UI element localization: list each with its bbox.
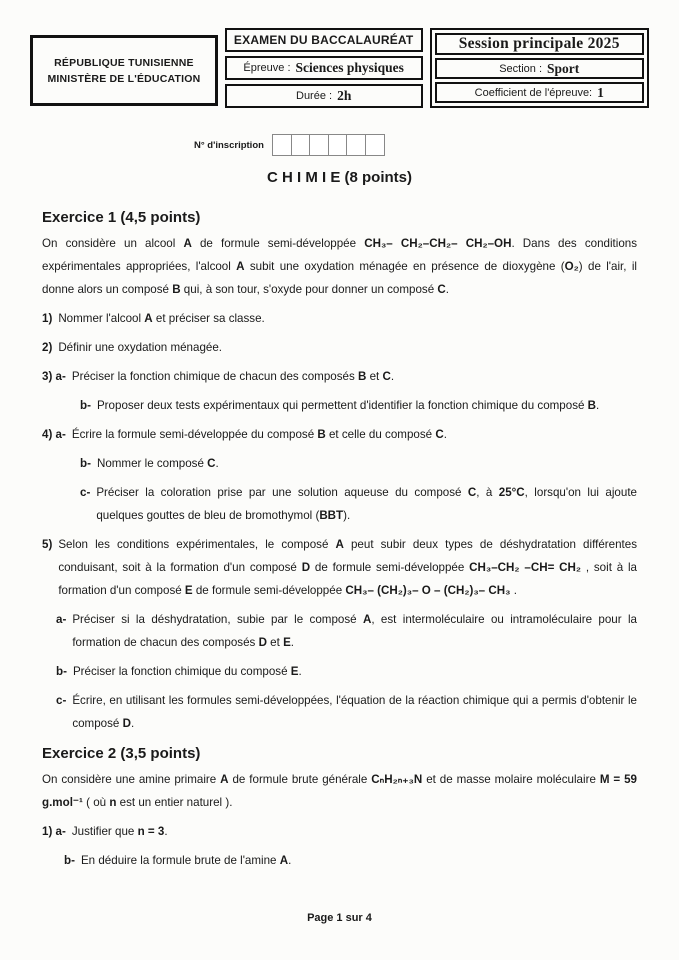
question-marker: 3) a- <box>42 370 66 383</box>
question-item <box>56 608 637 654</box>
exam-header <box>30 28 649 108</box>
question-item <box>42 533 637 602</box>
institution-box <box>30 35 218 106</box>
question-marker: b- <box>80 457 91 470</box>
question-item <box>64 849 637 872</box>
exercise1-title: Exercice 1 (4,5 points) <box>42 209 201 226</box>
section-box <box>435 58 645 79</box>
epreuve-value: Sciences physiques <box>295 60 404 75</box>
question-text: Nommer l'alcool A et préciser sa classe. <box>58 312 265 325</box>
session-label: Session principale 2025 <box>458 35 620 52</box>
question-marker: 5) <box>42 538 53 551</box>
exercise2-items <box>42 814 637 872</box>
page-footer: Page 1 sur 4 <box>307 912 372 924</box>
question-text: Préciser la fonction chimique du composé E. <box>72 665 302 678</box>
question-text: Proposer deux tests expérimentaux qui permettent d'identifier la fonction chimique du composé B. <box>96 399 600 412</box>
question-marker: 2) <box>42 341 53 354</box>
inscription-cell <box>309 134 329 156</box>
epreuve-box <box>225 56 423 80</box>
subject-title: C H I M I E (8 points) <box>267 169 412 186</box>
question-text: Écrire la formule semi-développée du composé B et celle du composé C. <box>71 428 447 441</box>
question-text: En déduire la formule brute de l'amine A. <box>80 854 292 867</box>
question-text: Écrire, en utilisant les formules semi-développées, l'équation de la réaction chimique qui a permis d'obtenir le composé D. <box>72 694 637 730</box>
question-marker: 4) a- <box>42 428 66 441</box>
epreuve-label: Épreuve : <box>243 62 291 74</box>
question-text: Préciser si la déshydratation, subie par le composé A, est intermoléculaire ou intramoléculaire pour la formation de chacun des composés D et E. <box>72 613 637 649</box>
exam-title-box <box>225 28 423 52</box>
question-marker: c- <box>80 486 91 499</box>
question-text: Définir une oxydation ménagée. <box>58 341 223 354</box>
coefficient-value: 1 <box>597 84 604 100</box>
question-item <box>42 307 637 330</box>
institution-line2: MINISTÈRE DE L'ÉDUCATION <box>47 72 201 85</box>
inscription-cell <box>365 134 385 156</box>
duree-label: Durée : <box>296 90 333 102</box>
question-text: Justifier que n = 3. <box>71 825 168 838</box>
exam-title: EXAMEN DU BACCALAURÉAT <box>233 33 414 47</box>
institution-line1: RÉPUBLIQUE TUNISIENNE <box>54 56 194 69</box>
question-item <box>42 365 637 388</box>
question-text: Nommer le composé C. <box>96 457 219 470</box>
question-item <box>56 689 637 735</box>
question-item <box>42 820 637 843</box>
inscription-row <box>194 134 637 156</box>
question-item <box>42 423 637 446</box>
question-item <box>42 336 637 359</box>
exercise1-items <box>42 301 637 735</box>
question-item <box>56 660 637 683</box>
inscription-cell <box>291 134 311 156</box>
question-marker: b- <box>64 854 75 867</box>
inscription-cell <box>346 134 366 156</box>
session-box <box>435 33 645 55</box>
exam-info-column <box>225 28 423 108</box>
duree-box <box>225 84 423 108</box>
exercise2-title: Exercice 2 (3,5 points) <box>42 745 201 762</box>
inscription-cell <box>272 134 292 156</box>
session-column <box>430 28 650 108</box>
inscription-cell <box>328 134 348 156</box>
question-item <box>80 452 637 475</box>
coefficient-label: Coefficient de l'épreuve: <box>474 86 593 99</box>
duree-value: 2h <box>337 88 352 103</box>
coefficient-box <box>435 82 645 103</box>
question-item <box>80 394 637 417</box>
question-text: Préciser la coloration prise par une solution aqueuse du composé C, à 25°C, lorsqu'on lui ajoute quelques gouttes de bleu de bromothymol (BBT). <box>96 486 637 522</box>
question-marker: b- <box>56 665 67 678</box>
question-text: Selon les conditions expérimentales, le composé A peut subir deux types de déshydratation différentes conduisant, soit à la formation d'un composé D de formule semi-développée CH₃–CH₂ –CH= CH₂ , soit à la formation d'un composé E de formule semi-développée CH₃– (CH₂)₃– O – (CH₂)₃– CH₃ . <box>58 538 637 597</box>
question-item <box>80 481 637 527</box>
exercise1-intro: On considère un alcool A de formule semi-développée CH₃– CH₂–CH₂– CH₂–OH. Dans des conditions expérimentales appropriées, l'alcool A subit une oxydation ménagée en présence de dioxygène (O₂) de l'air, il donne alors un composé B qui, à son tour, s'oxyde pour donner un composé C. <box>42 237 638 296</box>
section-label: Section : <box>499 62 543 75</box>
exercise2-intro: On considère une amine primaire A de formule brute générale CₙH₂ₙ₊₃N et de masse molaire moléculaire M = 59 g.mol⁻¹ ( où n est un entier naturel ). <box>42 773 637 809</box>
question-marker: c- <box>56 694 67 707</box>
question-marker: 1) <box>42 312 53 325</box>
question-text: Préciser la fonction chimique de chacun des composés B et C. <box>71 370 395 383</box>
inscription-label: N° d'inscription <box>194 139 264 151</box>
question-marker: 1) a- <box>42 825 66 838</box>
question-marker: b- <box>80 399 91 412</box>
inscription-boxes <box>274 134 385 156</box>
section-value: Sport <box>547 60 580 76</box>
question-marker: a- <box>56 613 67 626</box>
